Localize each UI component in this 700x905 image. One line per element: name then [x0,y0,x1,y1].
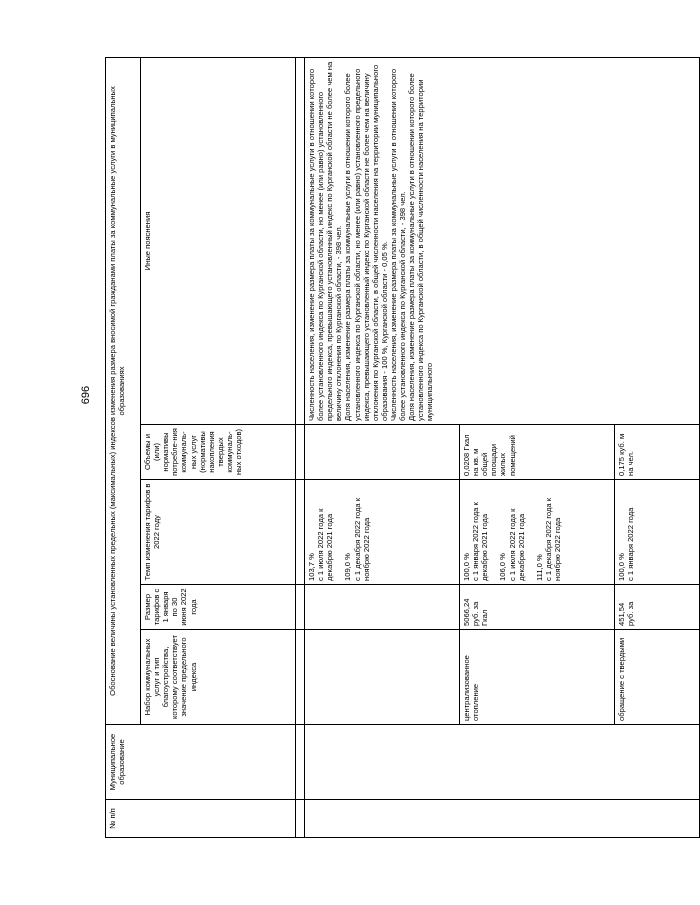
spacer-cell [296,800,305,838]
header-volume: Объемы и (или) нормативы потребле-ния коммуналь-ных услуг (нормативы накопления твердых коммуналь-ных отходов) [141,425,296,480]
subheader-row [141,58,296,838]
spacer-cell [296,58,305,425]
cell-service [305,630,460,725]
spacer-cell [296,585,305,630]
header-municipality: Муниципальное образование [106,725,296,800]
cell-volume: 0,0208 Гкал на кв. м общей площади жилых помещений [460,425,615,480]
cell-tariff-size [305,585,460,630]
spacer-cell [296,630,305,725]
spacer-cell [296,480,305,585]
cell-number [305,800,700,838]
cell-volume [305,425,460,480]
cell-notes: Численность населения, изменение размера платы за коммунальные услуги в отношении которого более установленного индекса по Курганской области, но менее (или равно) установленного предельного индекса, превышающего установленный индекс по Курганской области не более чем на величину отклонения по Курганской области, - 398 чел. Доля населения, изменение размера платы за коммунальные услуги в отношении которого более установленного индекса по Курганской области, но менее (или равно) установленного предельного индекса, превышающего установленный индекс по Курганской области не более чем на величину отклонения по Курганской области, в общей численности населения на территории муниципального образования - 100 %, Курганской области - 0,05 %. Численность населения, изменение размера платы за коммунальные услуги в отношении которого более установленного индекса по Курганской области, - 398 чел. Доля населения, изменение размера платы за коммунальные услуги в отношении которого более установленного индекса по Курганской области, в общей численности населения на территории муниципального [305,58,700,425]
page-number: 696 [80,385,92,405]
rotated-table-container [105,58,636,838]
cell-volume: 0,175 куб. м на чел. [615,425,700,480]
cell-service: обращение с твердыми [615,630,700,725]
header-tariff-size: Размер тарифов с 1 января по 30 июня 2022 года [141,585,296,630]
cell-tariff-rate: 100,0 % с 1 января 2022 года [615,480,700,585]
header-notes: Иные пояснения [141,58,296,425]
cell-tariff-size: 451,54 руб. за [615,585,700,630]
table-landscape [105,58,636,838]
cell-service: централизованное отопление [460,630,615,725]
tariff-justification-table [105,57,700,838]
spacer-row [296,58,305,838]
spacer-cell [296,425,305,480]
cell-tariff-rate: 103,7 % с 1 июля 2022 года к декабрю 2021 года 109,0 % с 1 декабря 2022 года к ноябрю 2022 года [305,480,460,585]
table-row [305,58,460,838]
header-service-set: Набор коммунальных услуг и тип благоустройства, которому соответствует значение предельного индекса [141,630,296,725]
cell-tariff-rate: 100,0 % с 1 января 2022 года к декабрю 2021 года 106,0 % с 1 июля 2022 года к декабрю 2021 года 111,0 % с 1 декабря 2022 года к ноябрю 2022 года [460,480,615,585]
header-number: № п/п [106,800,296,838]
cell-municipality [305,725,700,800]
spacer-cell [296,725,305,800]
header-row [106,58,141,838]
header-group-title: Обоснование величины установленных предельных (максимальных) индексов изменения размера вносимой гражданами платы за коммунальные услуги в муниципальных образованиях [106,58,141,725]
cell-tariff-size: 5066,24 руб. за Гкал [460,585,615,630]
header-tariff-rate: Темп изменения тарифов в 2022 году [141,480,296,585]
